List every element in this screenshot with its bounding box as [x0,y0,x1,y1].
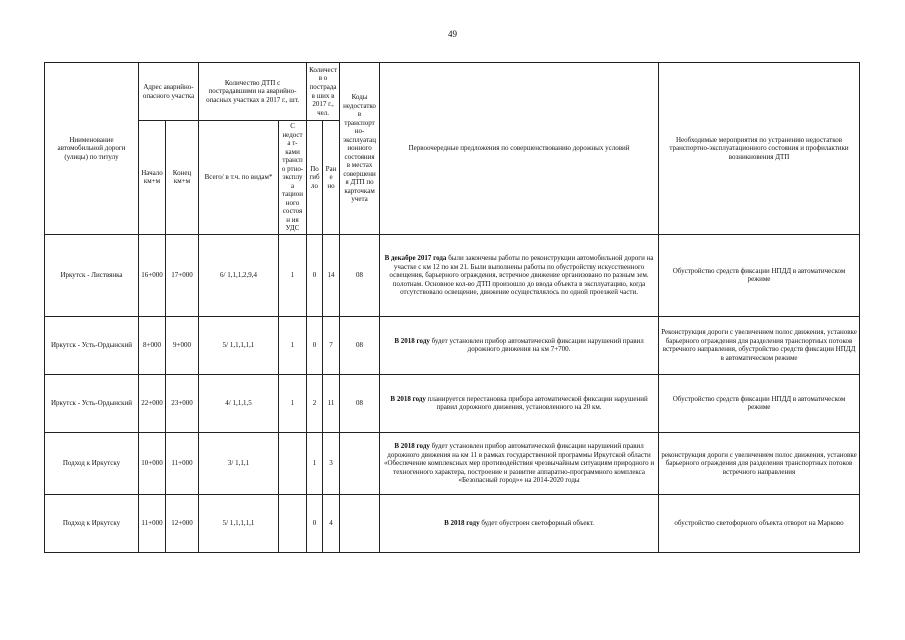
road-name-cell: Иркутск - Усть-Ордынский [45,374,139,432]
injured-cell: 7 [323,316,340,374]
uds-cell [279,432,307,494]
uds-cell: 1 [279,374,307,432]
end-km-cell: 17+000 [166,234,199,316]
header-end-km: Конец км+м [166,121,199,235]
measure-cell: Реконструкция дороги с увеличением полос движения, установке барьерного ограждения для разделения транспортных потоков встречного направления, обустройство средств фиксации НПДД в автоматическом режиме [659,316,860,374]
measure-cell: реконструкция дороги с увеличением полос движения, установке барьерного ограждения для разделения транспортных потоков встречного направления [659,432,860,494]
uds-cell [279,494,307,552]
proposal-cell [380,432,659,494]
table-row [45,234,860,316]
measure-cell: Обустройство средств фиксации НПДД в автоматическом режиме [659,234,860,316]
end-km-cell: 9+000 [166,316,199,374]
measure-cell: обустройство светофорного объекта отворот на Марково [659,494,860,552]
header-killed: Погиб ло [307,121,323,235]
proposal-text: будет установлен прибор автоматической фиксации нарушений правил дорожного движения на км 7+700. [429,336,644,354]
killed-cell: 0 [307,316,323,374]
header-measures: Необходимые мероприятия по устранению недостатков транспортно-эксплуатационного состояния и профилактики возникновения ДТП [659,63,860,235]
header-total: Всего/ в т.ч. по видам* [199,121,279,235]
proposal-bold: В 2018 году [394,442,430,451]
table-row [45,316,860,374]
proposal-cell [380,494,659,552]
start-km-cell: 8+000 [139,316,166,374]
total-cell: 5/ 1,1,1,1,1 [199,316,279,374]
codes-cell [340,494,380,552]
codes-cell [340,432,380,494]
table-row [45,374,860,432]
proposal-cell [380,316,659,374]
measure-cell: Обустройство средств фиксации НПДД в автоматическом режиме [659,374,860,432]
header-row-1 [45,63,860,121]
header-injured: Ране но [323,121,340,235]
start-km-cell: 11+000 [139,494,166,552]
end-km-cell: 23+000 [166,374,199,432]
total-cell: 3/ 1,1,1 [199,432,279,494]
end-km-cell: 11+000 [166,432,199,494]
uds-cell: 1 [279,234,307,316]
total-cell: 5/ 1,1,1,1,1 [199,494,279,552]
header-start-km: Начало км+м [139,121,166,235]
killed-cell: 0 [307,234,323,316]
proposal-cell [380,234,659,316]
road-name-cell: Иркутск - Листвянка [45,234,139,316]
road-name-cell: Подход к Иркутску [45,432,139,494]
uds-cell: 1 [279,316,307,374]
total-cell: 4/ 1,1,1,5 [199,374,279,432]
header-accidents-group: Количество ДТП с пострадавшими на аварийно-опасных участках в 2017 г., шт. [199,63,307,121]
killed-cell: 2 [307,374,323,432]
header-road-name: Ниименование автомобильной дороги (улицы) по титулу [45,63,139,235]
proposal-text: планируется перестановка прибора автоматической фиксации нарушений правил дорожного движения, установленного на 20 км. [425,394,648,412]
header-deficit-codes: Коды недостатко в транспорт но-эксплуатац ионного состояния в местах совершени я ДТП по карточкам учета [340,63,380,235]
killed-cell: 1 [307,432,323,494]
total-cell: 6/ 1,1,1,2,9,4 [199,234,279,316]
start-km-cell: 10+000 [139,432,166,494]
page-number: 49 [448,29,457,39]
codes-cell: 08 [340,234,380,316]
injured-cell: 14 [323,234,340,316]
start-km-cell: 16+000 [139,234,166,316]
road-name-cell: Иркутск - Усть-Ордынский [45,316,139,374]
table-row [45,432,860,494]
killed-cell: 0 [307,494,323,552]
header-proposals: Первоочередные предложения по совершенствованию дорожных условий [380,63,659,235]
codes-cell: 08 [340,316,380,374]
header-address-group: Адрес аварийно-опасного участка [139,63,199,121]
road-name-cell: Подход к Иркутску [45,494,139,552]
proposal-bold: В декабре 2017 года [384,254,447,263]
proposal-cell [380,374,659,432]
proposal-bold: В 2018 году [390,394,426,403]
proposal-bold: В 2018 году [394,336,430,345]
proposal-bold: В 2018 году [444,519,480,528]
proposal-text: будет установлен прибор автоматической фиксации нарушений правил дорожного движения на км 11 в рамках государственной программы Иркутской области «Обеспечение комплексных мер противодействия чрезвычайным ситуациям природного и техногенного характера, построение и развитие аппаратно-программного комплекса «Безопасный город»» на 2014-2020 годы [383,442,655,485]
header-victims-group: Количеств о пострадав ших в 2017 г., чел. [307,63,340,121]
injured-cell: 3 [323,432,340,494]
end-km-cell: 12+000 [166,494,199,552]
accident-sites-table [44,62,860,553]
injured-cell: 11 [323,374,340,432]
proposal-text: были закончены работы по реконструкции автомобильной дороги на участке с км 12 по км 21. Были выполнены работы по обустройству искусственного освещения, барьерного ограждения, встречное движение организовано по разным зем. полотнам. Основное кол-во ДТП произошло до ввода объекта в эксплуатацию, когда отсутствовало освещение, движение осуществлялось по одной проезжей части. [389,254,654,297]
table-row [45,494,860,552]
proposal-text: будет обустроен светофорный объект. [479,519,595,528]
injured-cell: 4 [323,494,340,552]
start-km-cell: 22+000 [139,374,166,432]
header-uds-deficit: С недоста т-ками транспо ртно-эксплуа тацион ного состоян ия УДС [279,121,307,235]
codes-cell: 08 [340,374,380,432]
